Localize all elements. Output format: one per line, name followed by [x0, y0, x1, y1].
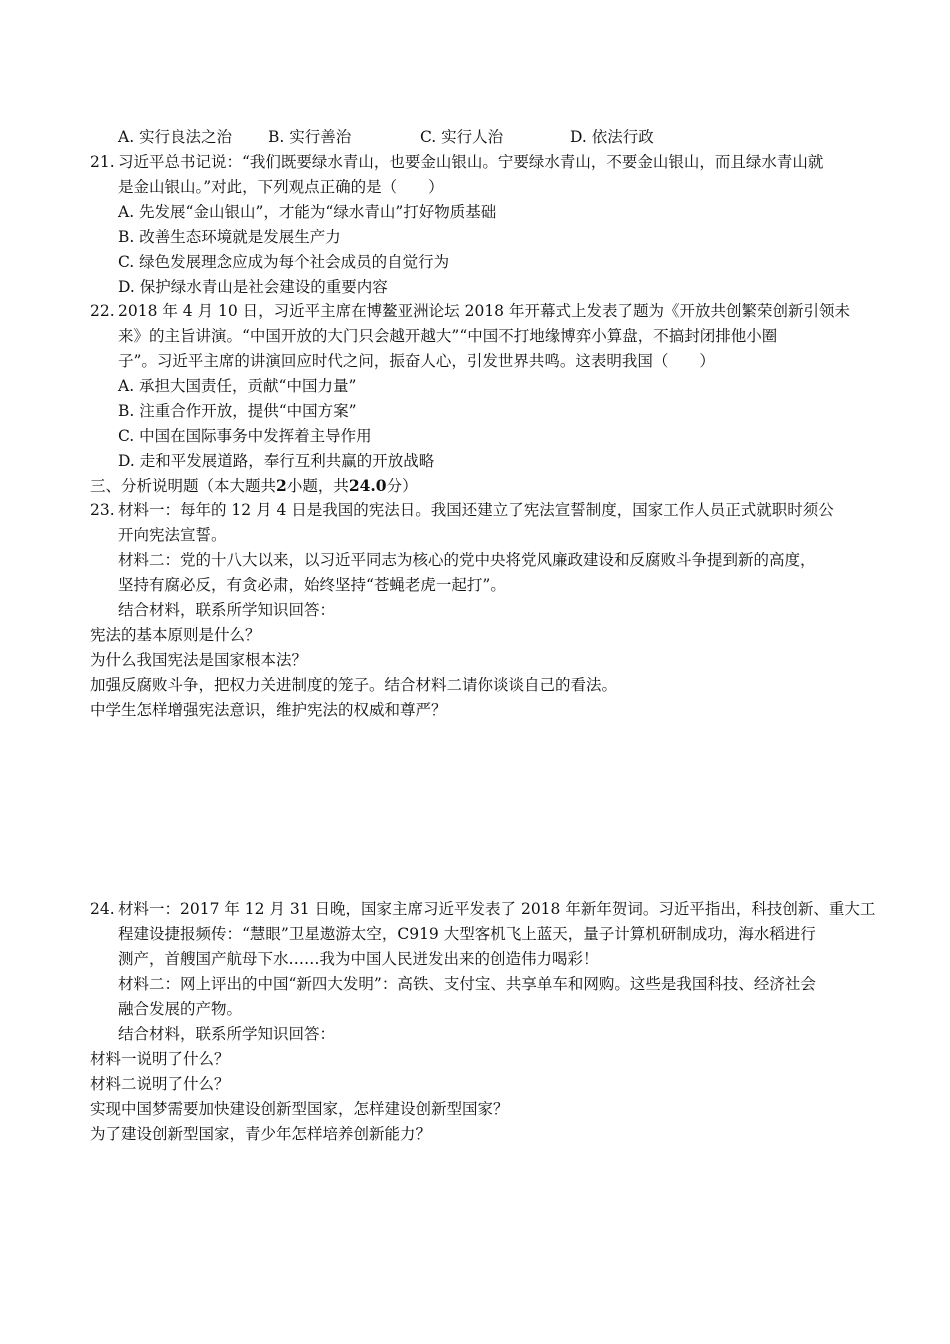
q24-question: 材料一说明了什么？ [90, 1050, 230, 1068]
q24-material1-line: 测产，首艘国产航母下水……我为中国人民迸发出来的创造伟力喝彩！ [118, 950, 599, 968]
q23-question: 加强反腐败斗争，把权力关进制度的笼子。结合材料二请你谈谈自己的看法。 [90, 676, 618, 694]
q21-option-a: A. 先发展“金山银山”，才能为“绿水青山”打好物质基础 [118, 203, 497, 221]
q22-option-d: D. 走和平发展道路，奉行互利共赢的开放战略 [118, 452, 435, 470]
section-heading-middle: 小题，共 [286, 477, 349, 495]
q22-stem-line: 子”。习近平主席的讲演回应时代之问，振奋人心，引发世界共鸣。这表明我国（ ） [118, 352, 715, 370]
q22-stem-line: 来》的主旨讲演。“中国开放的大门只会越开越大”“中国不打地缘博弈小算盘，不搞封闭排他小圈 [118, 327, 778, 345]
q22-option-b: B. 注重合作开放，提供“中国方案” [118, 402, 357, 420]
q24-material2-line: 融合发展的产物。 [118, 1000, 243, 1018]
q21-option-d: D. 保护绿水青山是社会建设的重要内容 [118, 278, 388, 296]
q23-material1-line: 开向宪法宣誓。 [118, 526, 227, 544]
q21-option-c: C. 绿色发展理念应成为每个社会成员的自觉行为 [118, 253, 450, 271]
q21-stem-line: 习近平总书记说：“我们既要绿水青山，也要金山银山。宁要绿水青山，不要金山银山，而且绿水青山就 [118, 153, 824, 171]
q24-instruction: 结合材料，联系所学知识回答： [118, 1025, 336, 1043]
q24-number: 24. [90, 900, 115, 918]
q20-option-c: C. 实行人治 [420, 128, 504, 146]
q20-option-d: D. 依法行政 [570, 128, 654, 146]
q24-question: 实现中国梦需要加快建设创新型国家，怎样建设创新型国家？ [90, 1100, 509, 1118]
q23-material2-line: 材料二：党的十八大以来，以习近平同志为核心的党中央将党风廉政建设和反腐败斗争提到新的高度， [118, 551, 816, 569]
q21-number: 21. [90, 153, 115, 171]
q22-stem-line: 2018 年 4 月 10 日，习近平主席在博鳌亚洲论坛 2018 年开幕式上发表了题为《开放共创繁荣创新引领未 [118, 302, 850, 320]
q20-options [118, 127, 654, 147]
q20-option-b: B. 实行善治 [268, 128, 352, 146]
section-question-count: 2 [276, 476, 287, 495]
section-heading-suffix: 分） [386, 477, 418, 495]
q23-question: 中学生怎样增强宪法意识，维护宪法的权威和尊严？ [90, 701, 447, 719]
q24-material1-line: 材料一：2017 年 12 月 31 日晚，国家主席习近平发表了 2018 年新年贺词。习近平指出，科技创新、重大工 [118, 900, 876, 918]
q21-option-b: B. 改善生态环境就是发展生产力 [118, 228, 341, 246]
q23-question: 宪法的基本原则是什么？ [90, 626, 261, 644]
q23-question: 为什么我国宪法是国家根本法？ [90, 651, 308, 669]
q24-material2-line: 材料二：网上评出的中国“新四大发明”：高铁、支付宝、共享单车和网购。这些是我国科技、经济社会 [118, 975, 816, 993]
q22-number: 22. [90, 302, 115, 320]
q23-material2-line: 坚持有腐必反，有贪必肃，始终坚持“苍蝇老虎一起打”。 [118, 576, 506, 594]
q20-option-a: A. 实行良法之治 [118, 128, 233, 146]
q22-option-c: C. 中国在国际事务中发挥着主导作用 [118, 427, 372, 445]
q22-option-a: A. 承担大国责任，贡献“中国力量” [118, 377, 357, 395]
q23-instruction: 结合材料，联系所学知识回答： [118, 601, 336, 619]
q24-material1-line: 程建设捷报频传：“慧眼”卫星遨游太空，C919 大型客机飞上蓝天，量子计算机研制成功，海水稻进行 [118, 925, 816, 943]
section-heading-prefix: 三、分析说明题（本大题共 [90, 477, 277, 495]
section-total-score: 24.0 [348, 476, 387, 495]
section-heading [90, 476, 418, 496]
q24-question: 材料二说明了什么？ [90, 1075, 230, 1093]
q23-number: 23. [90, 501, 115, 519]
q21-stem-line: 是金山银山。”对此，下列观点正确的是（ ） [118, 178, 444, 196]
q23-material1-line: 材料一：每年的 12 月 4 日是我国的宪法日。我国还建立了宪法宣誓制度，国家工作人员正式就职时须公 [118, 501, 834, 519]
q24-question: 为了建设创新型国家，青少年怎样培养创新能力？ [90, 1125, 432, 1143]
